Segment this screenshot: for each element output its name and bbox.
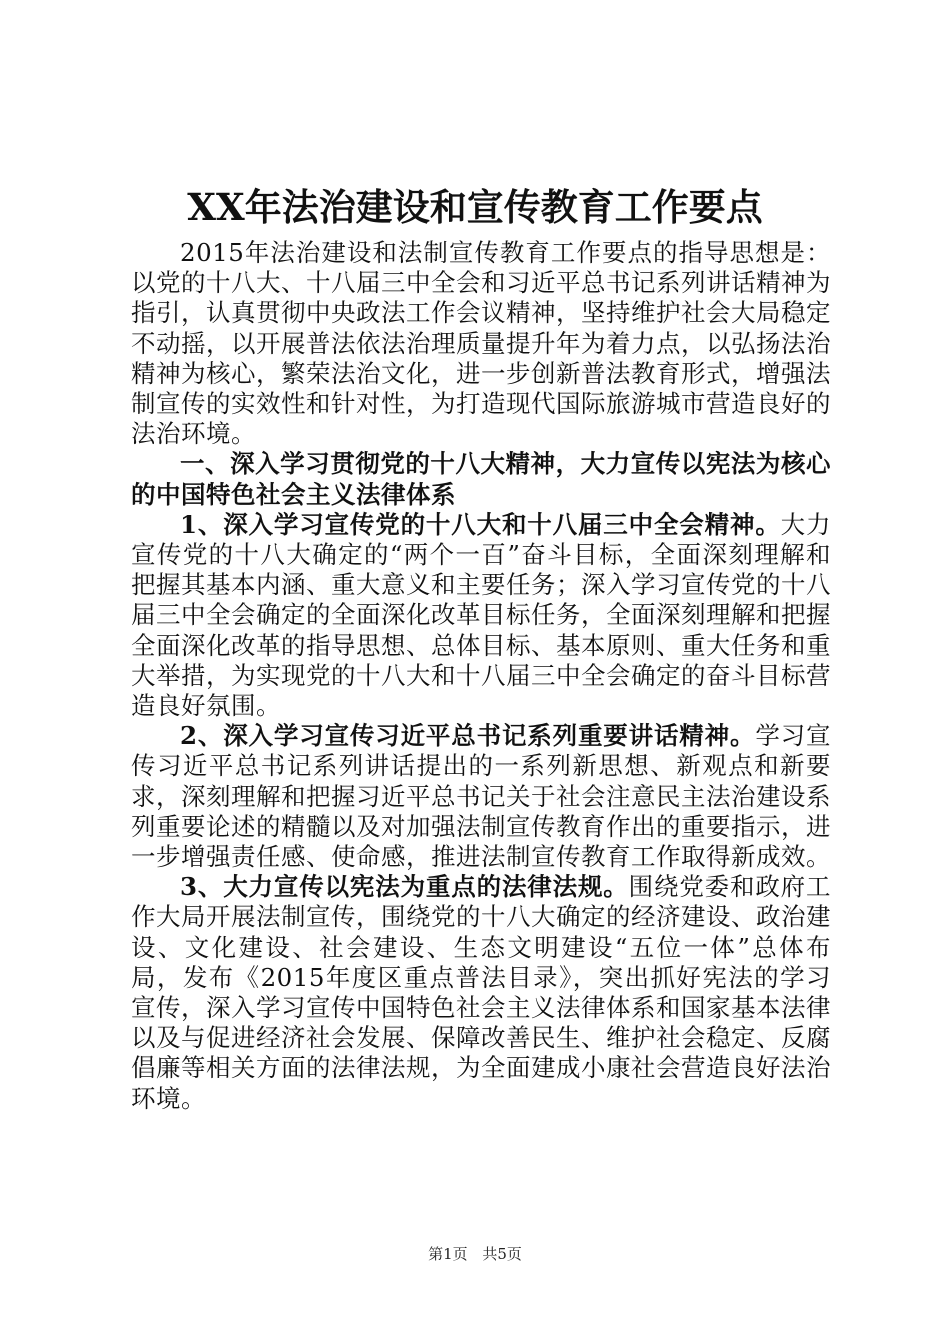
item-lead-2: 2、深入学习宣传习近平总书记系列重要讲话精神。	[180, 721, 756, 751]
item-paragraph-1	[131, 510, 831, 721]
item-paragraph-2	[131, 721, 831, 872]
item-lead-1: 1、深入学习宣传党的十八大和十八届三中全会精神。	[180, 509, 781, 539]
item-lead-3: 3、大力宣传以宪法为重点的法律法规。	[180, 872, 629, 902]
item-body-2: 学习宣传习近平总书记系列讲话提出的一系列新思想、新观点和新要求，深刻理解和把握习近平总书记关于社会注意民主法治建设系列重要论述的精髓以及对加强法制宣传教育作出的重要指示，进一步增强责任感、使命感，推进法制宣传教育工作取得新成效。	[131, 721, 832, 872]
page-total: 共5页	[482, 1245, 522, 1263]
page-number: 第1页	[428, 1245, 468, 1263]
item-paragraph-3	[131, 872, 831, 1114]
item-body-3: 围绕党委和政府工作大局开展法制宣传，围绕党的十八大确定的经济建设、政治建设、文化建设、社会建设、生态文明建设“五位一体”总体布局，发布《2015年度区重点普法目录》，突出抓好宪法的学习宣传，深入学习宣传中国特色社会主义法律体系和国家基本法律以及与促进经济社会发展、保障改善民生、维护社会稳定、反腐倡廉等相关方面的法律法规，为全面建成小康社会营造良好法治环境。	[131, 872, 832, 1113]
section-heading: 一、深入学习贯彻党的十八大精神，大力宣传以宪法为核心的中国特色社会主义法律体系	[131, 449, 831, 509]
item-body-1: 大力宣传党的十八大确定的“两个一百”奋斗目标，全面深刻理解和把握其基本内涵、重大意义和主要任务；深入学习宣传党的十八届三中全会确定的全面深化改革目标任务，全面深刻理解和把握全面深化改革的指导思想、总体目标、基本原则、重大任务和重大举措，为实现党的十八大和十八届三中全会确定的奋斗目标营造良好氛围。	[131, 509, 832, 721]
page-footer	[0, 1244, 950, 1264]
document-body	[131, 238, 831, 1114]
intro-paragraph: 2015年法治建设和法制宣传教育工作要点的指导思想是：以党的十八大、十八届三中全会和习近平总书记系列讲话精神为指引，认真贯彻中央政法工作会议精神，坚持维护社会大局稳定不动摇，以开展普法依法治理质量提升年为着力点，以弘扬法治精神为核心，繁荣法治文化，进一步创新普法教育形式，增强法制宣传的实效性和针对性，为打造现代国际旅游城市营造良好的法治环境。	[131, 238, 831, 449]
document-title: XX年法治建设和宣传教育工作要点	[187, 185, 763, 229]
